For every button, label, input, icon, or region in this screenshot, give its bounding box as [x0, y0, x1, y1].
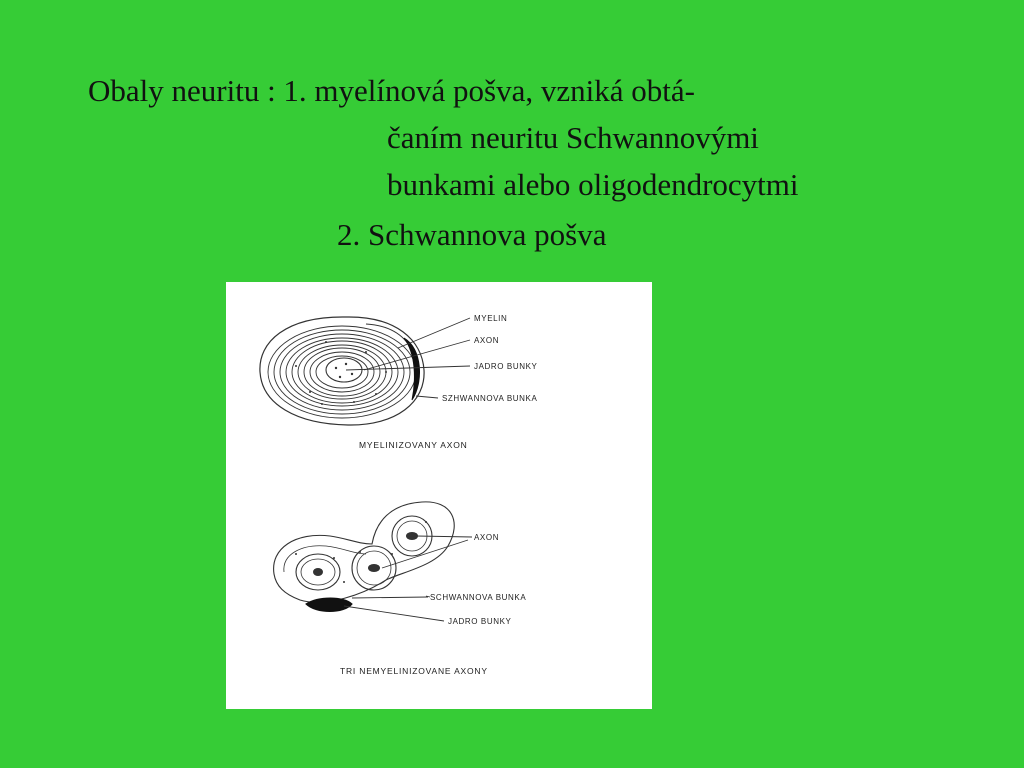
label-nucleus-bottom: JADRO BUNKY: [448, 617, 512, 626]
myelinated-axon-drawing: [260, 317, 424, 425]
figure-svg: [226, 282, 652, 709]
heading-line-3: bunkami alebo oligodendrocytmi: [387, 167, 799, 202]
label-nucleus-top: JADRO BUNKY: [474, 362, 538, 371]
heading-line-1: Obaly neuritu : 1. myelínová pošva, vzniká obtá-: [88, 73, 695, 108]
unmyelinated-axon-cores: [295, 521, 427, 583]
heading-line-4: 2. Schwannova pošva: [337, 217, 607, 252]
label-schwann-top: SZHWANNOVA BUNKA: [442, 394, 538, 403]
label-axon-bottom: AXON: [474, 533, 500, 542]
heading-line-2: čaním neuritu Schwannovými: [387, 120, 759, 155]
unmyelinated-axons-drawing: [274, 502, 455, 612]
label-schwann-bottom: SCHWANNOVA BUNKA: [430, 593, 527, 602]
label-myelin: MYELIN: [474, 314, 508, 323]
caption-myelinated: MYELINIZOVANY AXON: [359, 440, 468, 450]
neuron-sheath-figure: [226, 282, 652, 709]
caption-unmyelinated: TRI NEMYELINIZOVANE AXONY: [340, 666, 488, 676]
label-axon-top: AXON: [474, 336, 500, 345]
